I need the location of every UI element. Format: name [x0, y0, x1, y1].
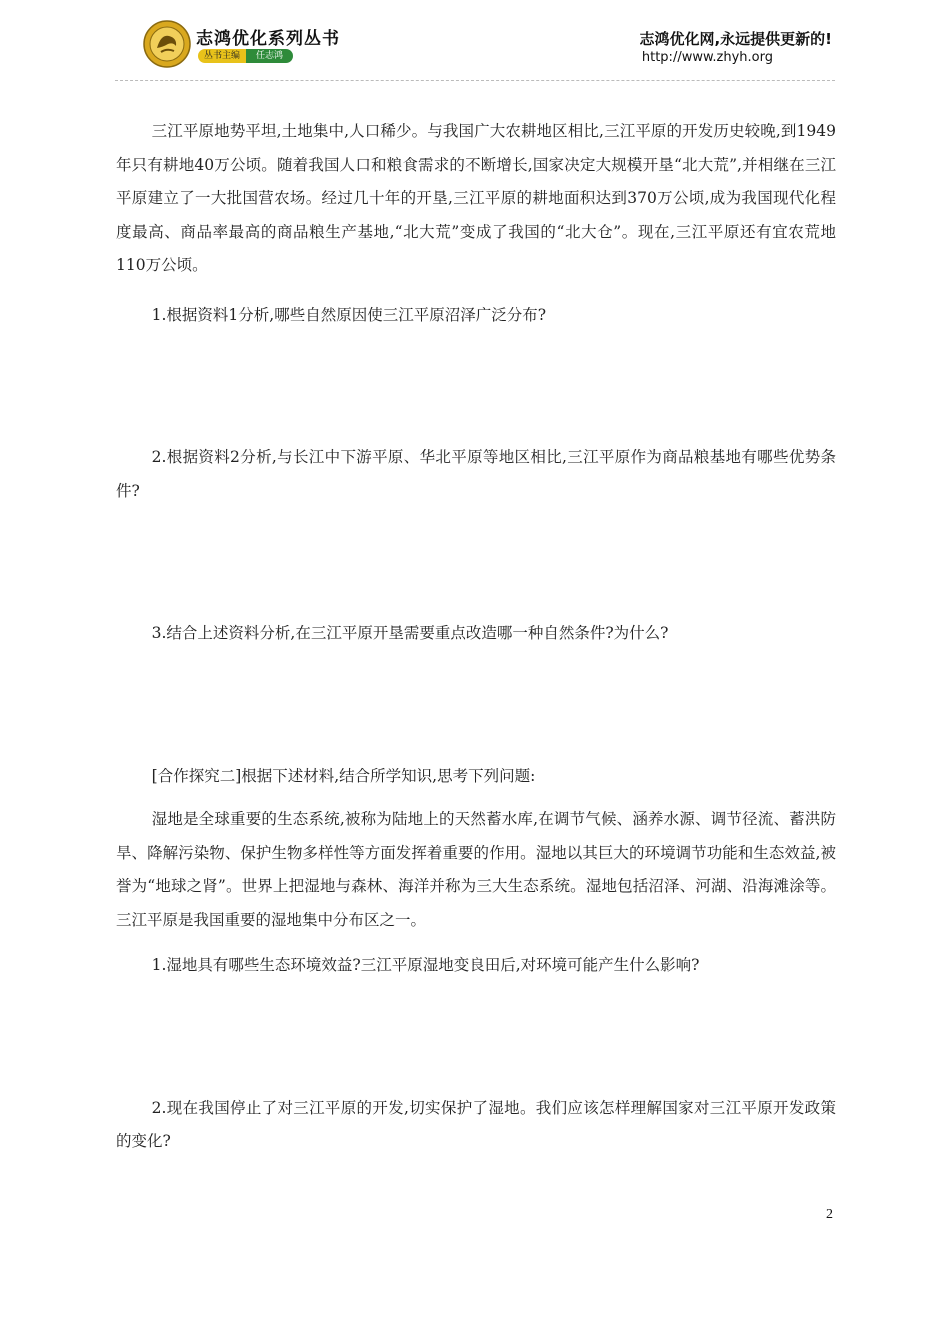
question-3: 3.结合上述资料分析,在三江平原开垦需要重点改造哪一种自然条件?为什么? — [151, 624, 669, 642]
seal-logo-icon — [143, 20, 191, 68]
material-paragraph-wetland: 湿地是全球重要的生态系统,被称为陆地上的天然蓄水库,在调节气候、涵养水源、调节径流、蓄洪防旱、降解污染物、保护生物多样性等方面发挥着重要的作用。湿地以其巨大的环境调节功能和生态效益,被誉为“地球之肾”。世界上把湿地与森林、海洋并称为三大生态系统。湿地包括沼泽、河湖、沿海滩涂等。三江平原是我国重要的湿地集中分布区之一。 — [116, 810, 836, 929]
section-heading-cooperative-2: [合作探究二]根据下述材料,结合所学知识,思考下列问题: — [151, 766, 536, 785]
series-title: 志鸿优化系列丛书 — [196, 29, 340, 49]
header-divider — [115, 80, 835, 81]
question-5: 2.现在我国停止了对三江平原的开发,切实保护了湿地。我们应该怎样理解国家对三江平原开发政策的变化? — [116, 1098, 836, 1150]
page-number: 2 — [826, 1207, 833, 1222]
question-1: 1.根据资料1分析,哪些自然原因使三江平原沼泽广泛分布? — [151, 305, 547, 324]
question-4: 1.湿地具有哪些生态环境效益?三江平原湿地变良田后,对环境可能产生什么影响? — [151, 956, 700, 974]
document-body — [116, 115, 836, 1159]
editor-badge — [198, 49, 293, 63]
site-slogan: 志鸿优化网,永远提供更新的! — [639, 30, 832, 48]
material-paragraph-sanjiang: 三江平原地势平坦,土地集中,人口稀少。与我国广大农耕地区相比,三江平原的开发历史较晚,到1949年只有耕地40万公顷。随着我国人口和粮食需求的不断增长,国家决定大规模开垦“北大荒”,并相继在三江平原建立了一大批国营农场。经过几十年的开垦,三江平原的耕地面积达到370万公顷,成为我国现代化程度最高、商品率最高的商品粮生产基地,“北大荒”变成了我国的“北大仓”。现在,三江平原还有宜农荒地110万公顷。 — [116, 122, 836, 274]
site-url[interactable]: http://www.zhyh.org — [641, 50, 773, 65]
editor-label: 丛书主编 — [198, 49, 246, 63]
question-2: 2.根据资料2分析,与长江中下游平原、华北平原等地区相比,三江平原作为商品粮基地有哪些优势条件? — [116, 448, 836, 500]
page-header — [0, 0, 950, 82]
editor-name: 任志鸿 — [246, 49, 293, 63]
